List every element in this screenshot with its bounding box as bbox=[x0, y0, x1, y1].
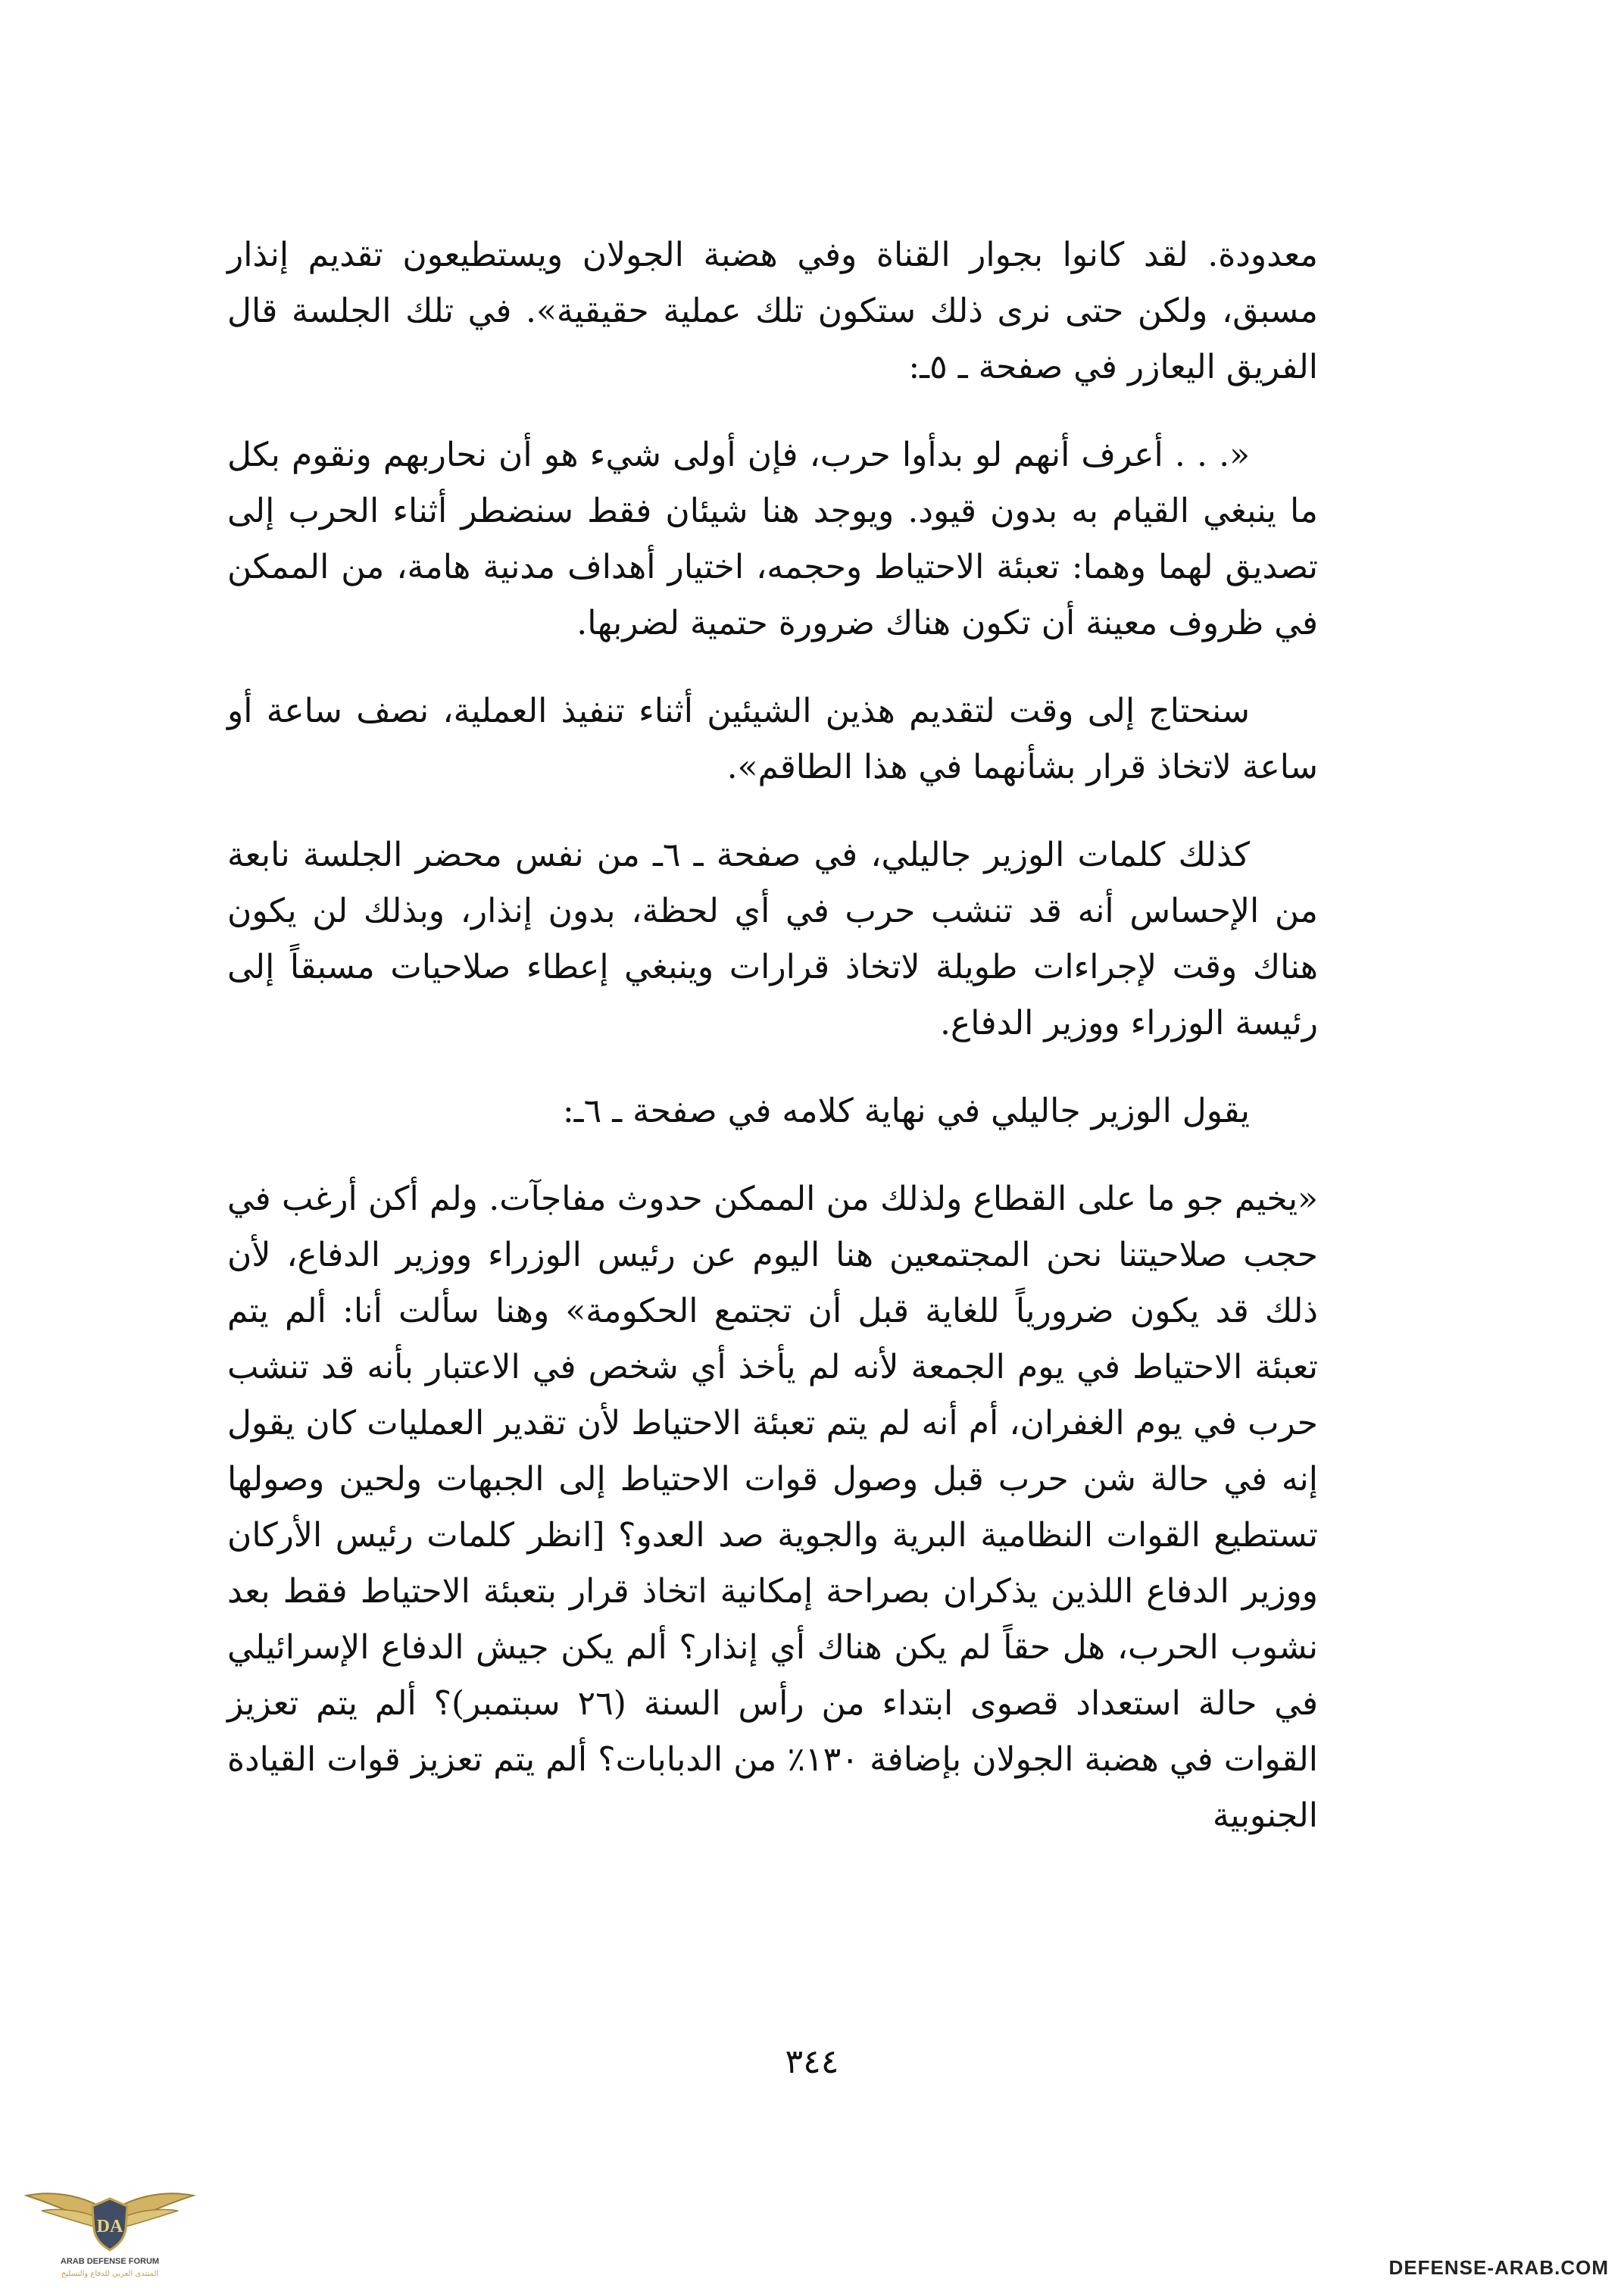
paragraph-4: كذلك كلمات الوزير جاليلي، في صفحة ـ ٦ـ من نفس محضر الجلسة نابعة من الإحساس أنه قد تنشب حرب في أي لحظة، بدون إنذار، وبذلك لن يكون هناك وقت لإجراءات طويلة لاتخاذ قرارات وينبغي إعطاء صلاحيات مسبقاً إلى رئيسة الوزراء ووزير الدفاع. bbox=[227, 836, 1318, 1042]
paragraph-1: معدودة. لقد كانوا بجوار القناة وفي هضبة الجولان ويستطيعون تقديم إنذار مسبق، ولكن حتى نرى ذلك ستكون تلك عملية حقيقية». في تلك الجلسة قال الفريق اليعازر في صفحة ـ ٥ـ: bbox=[227, 236, 1318, 386]
logo-letters: DA bbox=[96, 2217, 123, 2236]
forum-logo bbox=[15, 2167, 205, 2280]
paragraph-6-quote: «يخيم جو ما على القطاع ولذلك من الممكن حدوث مفاجآت. ولم أكن أرغب في حجب صلاحيتنا نحن المجتمعين هنا اليوم عن رئيس الوزراء ووزير الدفاع، لأن ذلك قد يكون ضرورياً للغاية قبل أن تجتمع الحكومة» وهنا سألت أنا: ألم يتم تعبئة الاحتياط في يوم الجمعة لأنه لم يأخذ أي شخص في الاعتبار بأنه قد تنشب حرب في يوم الغفران، أم أنه لم يتم تعبئة الاحتياط لأن تقدير العمليات كان يقول إنه في حالة شن حرب قبل وصول قوات الاحتياط إلى الجبهات ولحين وصولها تستطيع القوات النظامية البرية والجوية صد العدو؟ [انظر كلمات رئيس الأركان ووزير الدفاع اللذين يذكران بصراحة إمكانية اتخاذ قرار بتعبئة الاحتياط فقط بعد نشوب الحرب، هل حقاً لم يكن هناك أي إنذار؟ ألم يكن جيش الدفاع الإسرائيلي في حالة استعداد قصوى ابتداء من رأس السنة (٢٦ سبتمبر)؟ ألم يتم تعزيز القوات في هضبة الجولان بإضافة ١٣٠٪ من الدبابات؟ ألم يتم تعزيز قوات القيادة الجنوبية bbox=[227, 1180, 1319, 1835]
paragraph-5: يقول الوزير جاليلي في نهاية كلامه في صفحة ـ ٦ـ: bbox=[562, 1092, 1250, 1130]
paragraph-2-quote: «. . . أعرف أنهم لو بدأوا حرب، فإن أولى شيء هو أن نحاربهم ونقوم بكل ما ينبغي القيام به بدون قيود. ويوجد هنا شيئان فقط سنضطر أثناء الحرب إلى تصديق لهما وهما: تعبئة الاحتياط وحجمه، اختيار أهداف مدنية هامة، من الممكن في ظروف معينة أن تكون هناك ضرورة حتمية لضربها. bbox=[227, 436, 1318, 642]
page-number: ٣٤٤ bbox=[785, 2043, 839, 2081]
watermark-site: DEFENSE-ARAB.COM bbox=[1388, 2256, 1609, 2279]
document-body bbox=[227, 227, 1318, 1876]
logo-line-1: ARAB DEFENSE FORUM bbox=[60, 2257, 160, 2266]
paragraph-3-quote-end: سنحتاج إلى وقت لتقديم هذين الشيئين أثناء تنفيذ العملية، نصف ساعة أو ساعة لاتخاذ قرار بشأنهما في هذا الطاقم». bbox=[227, 692, 1318, 786]
logo-line-2: المنتدى العربي للدفاع والتسليح bbox=[61, 2270, 159, 2278]
forum-logo-emblem-icon bbox=[15, 2167, 205, 2280]
